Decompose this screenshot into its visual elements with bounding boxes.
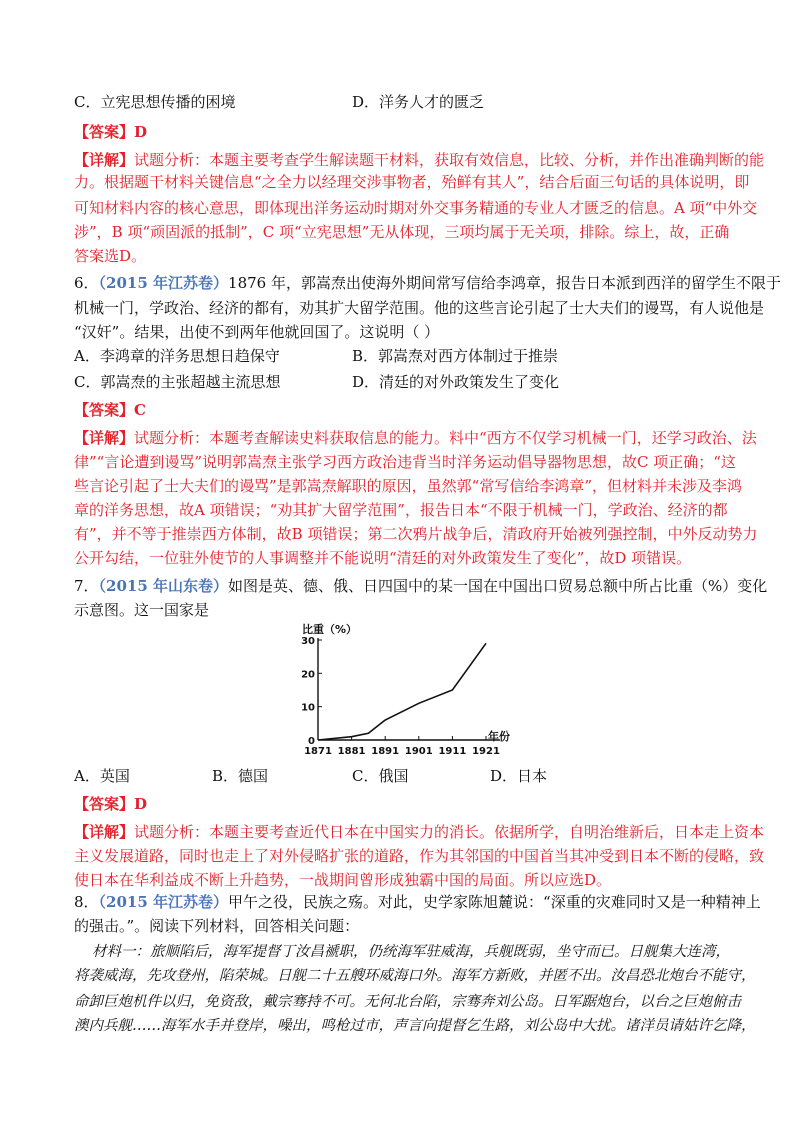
q6-analysis-line: 公开勾结，一位驻外使节的人事调整并不能说明“清廷的对外政策发生了变化”，故D 项错误。	[74, 549, 692, 567]
q6-answer	[74, 400, 146, 420]
answer-label: 【答案】	[74, 123, 135, 141]
q7-option-c: C．俄国	[352, 767, 409, 785]
question-number: 6．	[74, 274, 99, 292]
chart-y-tick-label: 20	[301, 669, 315, 681]
answer-value: D	[134, 795, 148, 813]
q8-stem-line: 8．（2015 年江苏卷）甲午之役，民族之殇。对此，史学家陈旭麓说：“深重的灾难同时又是一种精神上	[74, 893, 761, 911]
answer-label: 【答案】	[74, 401, 135, 419]
q5-analysis-line: 涉”，B 项“顽固派的抵制”，C 项“立宪思想”无从体现，三项均属于无关项，排除。综上，故，正确	[74, 223, 730, 241]
q6-analysis-line: 些言论引起了士大夫们的谩骂”是郭嵩焘解职的原因，虽然郭“常写信给李鸿章”，但材料并未涉及李鸿	[74, 477, 743, 495]
q5-option-d: D．洋务人才的匮乏	[352, 93, 485, 111]
question-source: （2015 年江苏卷）	[98, 893, 229, 911]
q5-answer	[74, 122, 147, 142]
q7-analysis-line: 【详解】试题分析：本题主要考查近代日本在中国实力的消长。依据所学，自明治维新后，日本走上资本	[74, 823, 765, 841]
chart-x-tick-label: 1891	[371, 746, 400, 757]
question-source: （2015 年江苏卷）	[98, 274, 229, 292]
q7-analysis-line: 主义发展道路，同时也走上了对外侵略扩张的道路，作为其邻国的中国首当其冲受到日本不断的侵略，致	[74, 847, 765, 865]
chart-series-line	[318, 643, 486, 740]
q6-stem-line: “汉奸”。结果，出使不到两年他就回国了。这说明（ ）	[74, 323, 440, 341]
question-number: 8．	[74, 893, 99, 911]
q8-material-line: 命卸巨炮机件以归，免资敌，戴宗骞持不可。无何北台陷，宗骞奔刘公岛。日军踞炮台，以台之巨炮俯击	[74, 994, 741, 1010]
q7-analysis-line: 使日本在华利益成不断上升趋势，一战期间曾形成独霸中国的局面。所以应选D。	[74, 871, 612, 889]
chart-x-axis-label: 年份	[488, 730, 510, 743]
q8-material-line: 材料一：旅顺陷后，海军提督丁汝昌褫职，仍统海军驻威海，兵舰既弱，坐守而已。日舰集大连湾，	[92, 944, 730, 960]
q7-answer	[74, 794, 147, 814]
chart-x-tick-label: 1901	[404, 746, 433, 757]
chart-axes	[318, 638, 500, 740]
q8-material-line: 将袭威海，先攻登州，陷荣城。日舰二十五艘环威海口外。海军方新败，并匿不出。汝昌恐北炮台不能守，	[74, 968, 756, 984]
q7-option-d: D．日本	[490, 767, 548, 785]
q6-option-d: D．清廷的对外政策发生了变化	[352, 373, 560, 391]
q5-analysis-line: 可知材料内容的核心意思，即体现出洋务运动时期对外交事务精通的专业人才匮乏的信息。A 项“中外交	[74, 199, 758, 217]
analysis-label: 【详解】	[74, 429, 135, 447]
chart-x-tick-label: 1881	[337, 746, 366, 757]
answer-value: D	[134, 123, 148, 141]
q6-option-a: A．李鸿章的洋务思想日趋保守	[74, 347, 280, 365]
question-source: （2015 年山东卷）	[98, 577, 229, 595]
question-number: 7．	[74, 577, 99, 595]
chart-y-tick-label: 30	[301, 636, 315, 647]
q6-analysis-line: 律”“言论遭到谩骂”说明郭嵩焘主张学习西方政治违背当时洋务运动倡导器物思想，故C 项正确；“这	[74, 453, 736, 471]
q8-material-line: 澳内兵舰……海军水手并登岸，噪出，鸣枪过市，声言向提督乞生路，刘公岛中大扰。诸洋员请姑许乞降，	[74, 1018, 756, 1034]
chart-y-tick-label: 0	[308, 736, 315, 747]
q7-option-a: A．英国	[74, 767, 130, 785]
q5-analysis-line: 答案选D。	[74, 247, 147, 265]
q6-option-b: B．郭嵩焘对西方体制过于推崇	[352, 347, 559, 365]
chart-y-axis-label: 比重（%）	[302, 623, 358, 636]
q6-stem-line: 机械一门，学政治、经济的都有，劝其扩大留学范围。他的这些言论引起了士大夫们的谩骂，有人说他是	[74, 299, 765, 317]
trade-share-line-chart	[300, 620, 530, 762]
q6-analysis-line: 章的洋务思想，故A 项错误；“劝其扩大留学范围”，报告日本“不限于机械一门，学政治、经济的都	[74, 501, 728, 519]
chart-x-tick-label: 1911	[438, 746, 467, 757]
answer-value: C	[134, 401, 146, 419]
analysis-label: 【详解】	[74, 151, 135, 169]
q7-stem-line: 示意图。这一国家是	[74, 601, 210, 619]
q6-option-c: C．郭嵩焘的主张超越主流思想	[74, 373, 281, 391]
q5-analysis-line: 力。根据题干材料关键信息“之全力以经理交涉事物者，殆鲜有其人”，结合后面三句话的具体说明，即	[74, 173, 750, 191]
q7-option-b: B．德国	[212, 767, 269, 785]
q5-analysis-line: 【详解】试题分析：本题主要考查学生解读题干材料，获取有效信息，比较、分析，并作出准确判断的能	[74, 151, 765, 169]
q6-analysis-line: 【详解】试题分析：本题考查解读史料获取信息的能力。料中“西方不仅学习机械一门，还学习政治、法	[74, 429, 757, 447]
q6-analysis-line: 有”，并不等于推崇西方体制，故B 项错误；第二次鸦片战争后，清政府开始被列强控制，中外反动势力	[74, 525, 758, 543]
q6-stem-line: 6．（2015 年江苏卷）1876 年，郭嵩焘出使海外期间常写信给李鸿章，报告日本派到西洋的留学生不限于	[74, 274, 781, 292]
analysis-label: 【详解】	[74, 823, 135, 841]
chart-x-tick-label: 1921	[472, 746, 500, 757]
q7-stem-line: 7．（2015 年山东卷）如图是英、德、俄、日四国中的某一国在中国出口贸易总额中所占比重（%）变化	[74, 577, 768, 595]
q8-stem-line: 的强击。”。阅读下列材料，回答相关问题：	[74, 917, 360, 935]
answer-label: 【答案】	[74, 795, 135, 813]
chart-y-tick-label: 10	[301, 702, 315, 714]
q5-option-c: C．立宪思想传播的困境	[74, 93, 236, 111]
chart-x-tick-label: 1871	[304, 746, 332, 757]
